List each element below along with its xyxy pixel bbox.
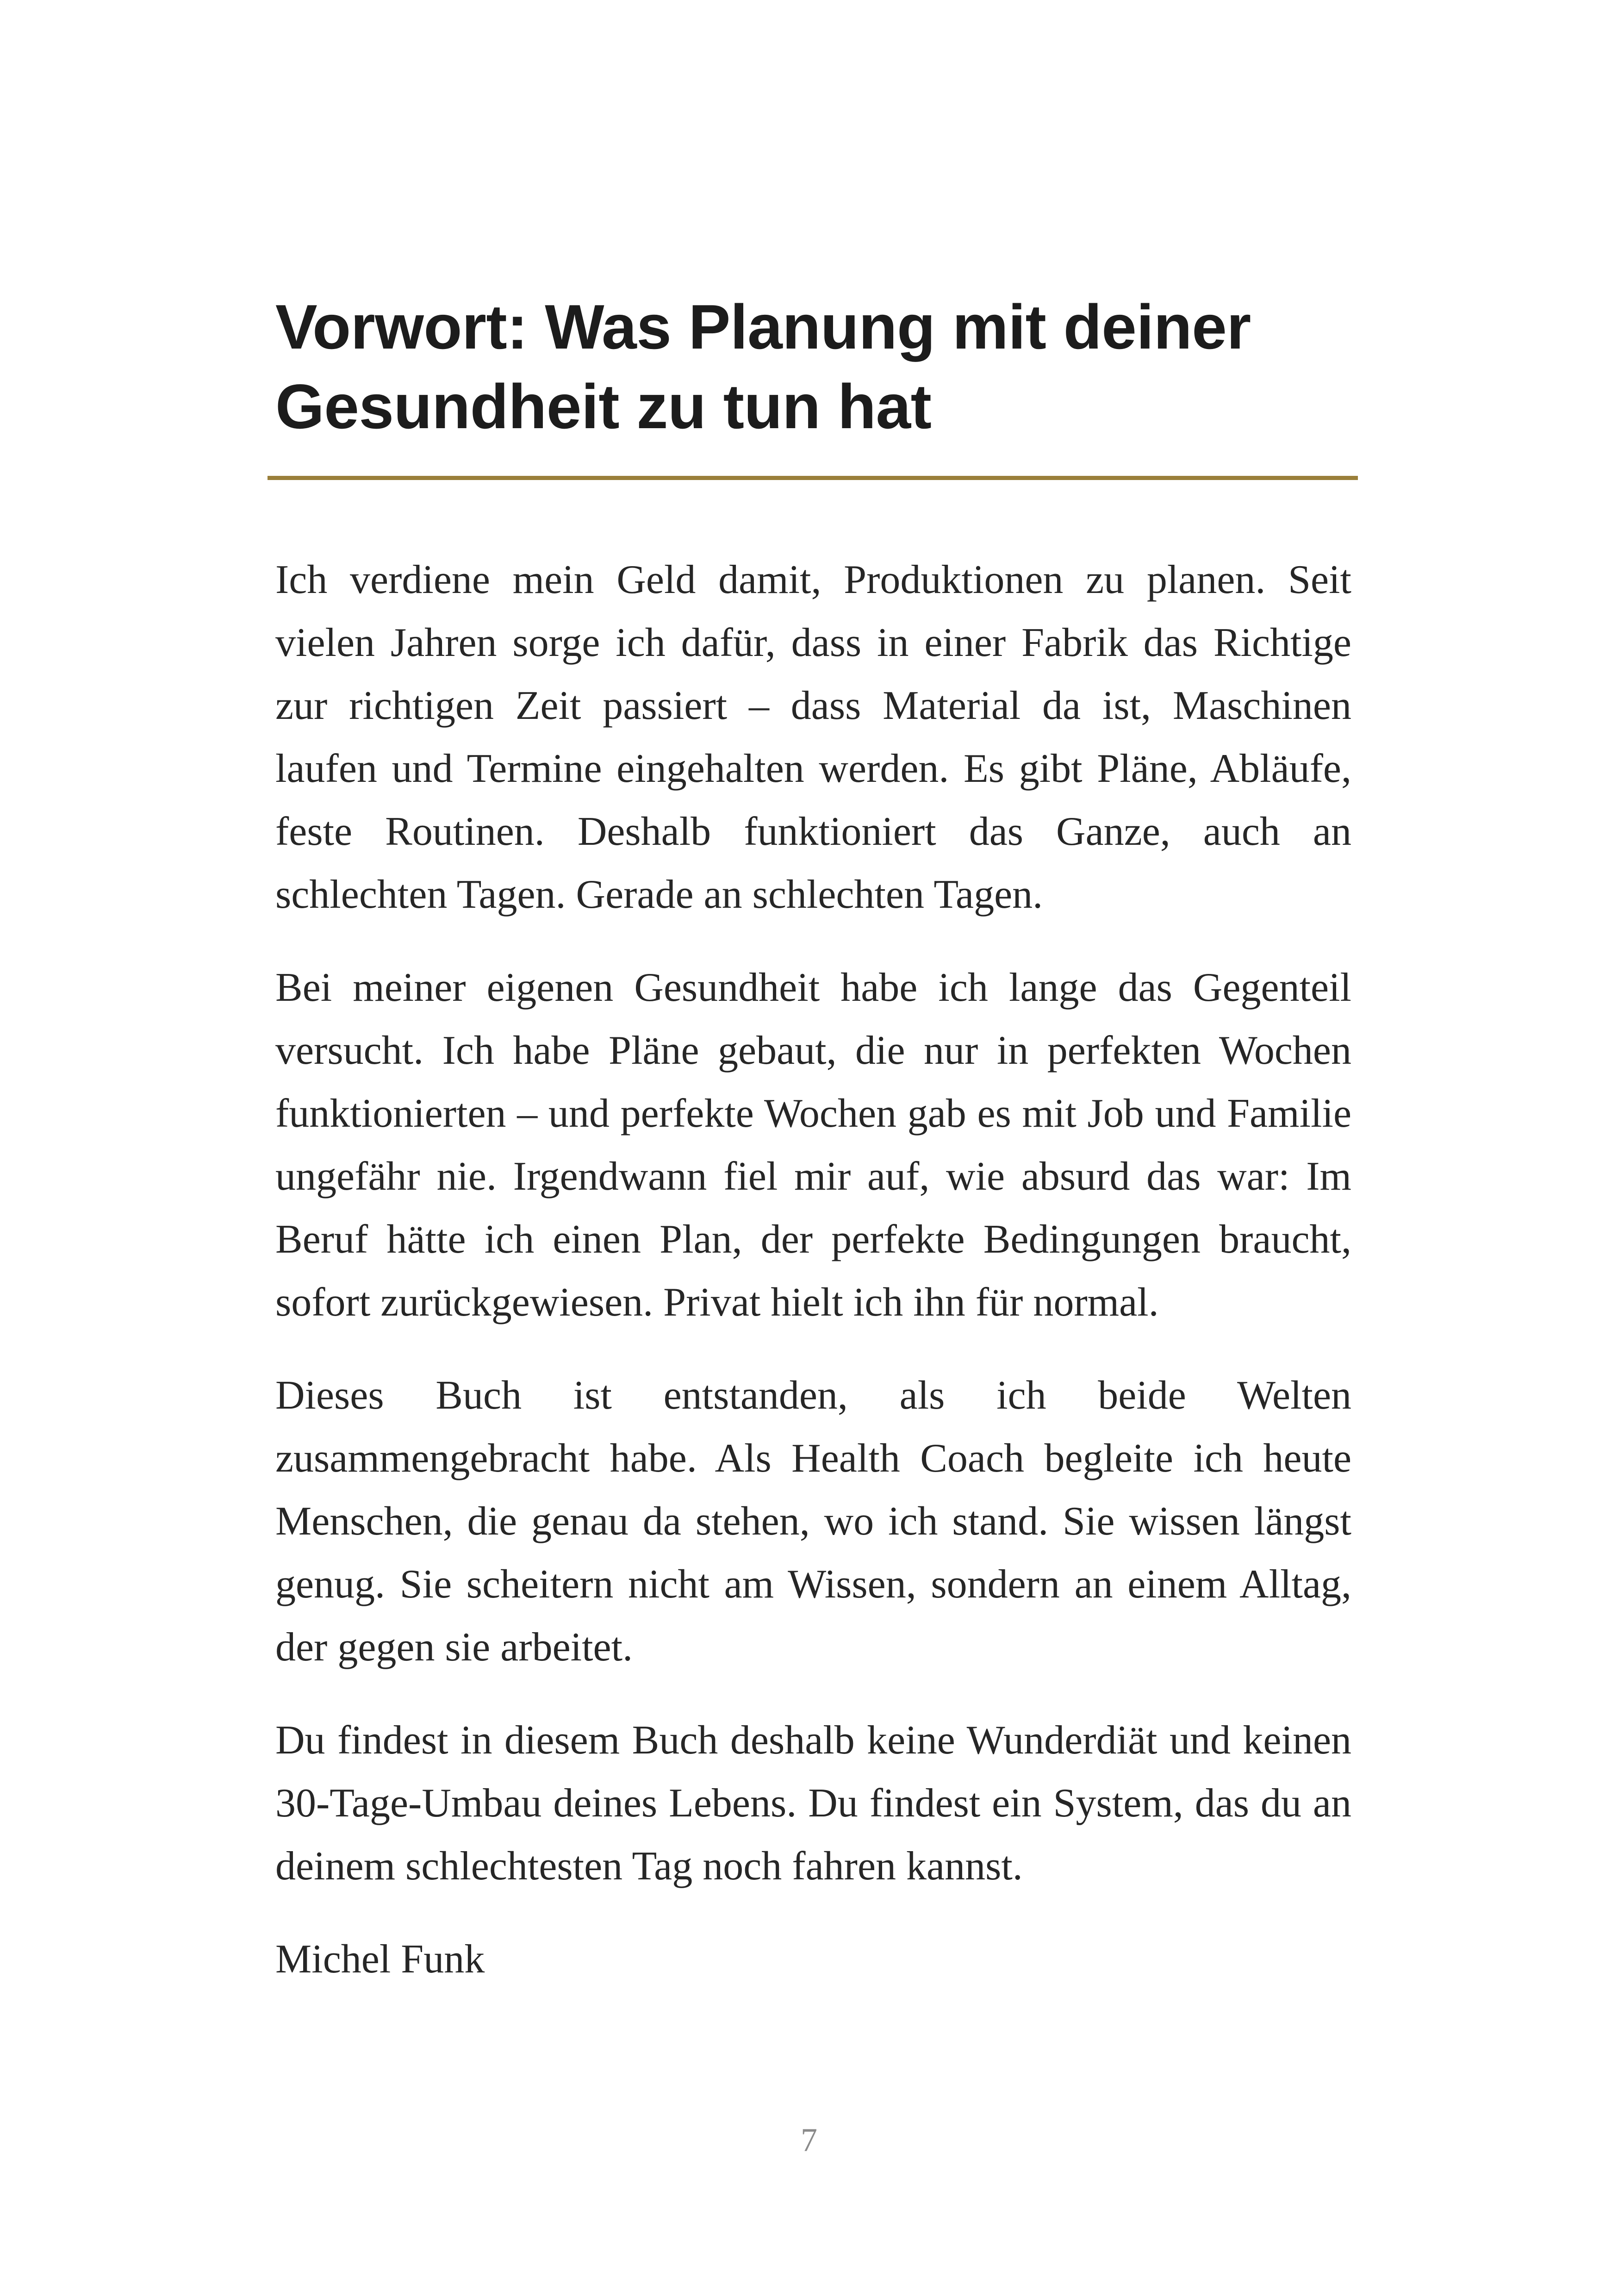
paragraph-3: Dieses Buch ist entstanden, als ich beide Welten zusammengebracht habe. Als Health Coach begleite ich heute Menschen, die genau da stehen, wo ich stand. Sie wissen längst genug. Sie scheitern nicht am Wissen, sondern an einem Alltag, der gegen sie arbeitet. [275, 1373, 1351, 1670]
foreword-body [275, 549, 1351, 1991]
paragraph-2: Bei meiner eigenen Gesundheit habe ich lange das Gegenteil versucht. Ich habe Pläne gebaut, die nur in perfekten Wochen funktionierten – und perfekte Wochen gab es mit Job und Familie ungefähr nie. Irgendwann fiel mir auf, wie absurd das war: Im Beruf hätte ich einen Plan, der perfekte Bedingungen braucht, sofort zurückgewiesen. Privat hielt ich ihn für normal. [275, 965, 1351, 1325]
page-number: 7 [801, 2121, 817, 2159]
paragraph-4: Du findest in diesem Buch deshalb keine Wunderdiät und keinen 30-Tage-Umbau deines Lebens. Du findest ein System, das du an deinem schlechtesten Tag noch fahren kannst. [275, 1718, 1351, 1889]
title-divider [268, 476, 1358, 480]
chapter-title [275, 287, 1368, 446]
author-signature: Michel Funk [275, 1937, 485, 1982]
chapter-title-line-1: Vorwort: Was Planung mit deiner [275, 292, 1251, 362]
paragraph-1: Ich verdiene mein Geld damit, Produktionen zu planen. Seit vielen Jahren sorge ich dafür, dass in einer Fabrik das Richtige zur richtigen Zeit passiert – dass Material da ist, Maschinen laufen und Termine eingehalten werden. Es gibt Pläne, Abläufe, feste Routinen. Deshalb funktioniert das Ganze, auch an schlechten Tagen. Gerade an schlechten Tagen. [275, 557, 1351, 917]
chapter-title-line-2: Gesundheit zu tun hat [275, 371, 932, 442]
